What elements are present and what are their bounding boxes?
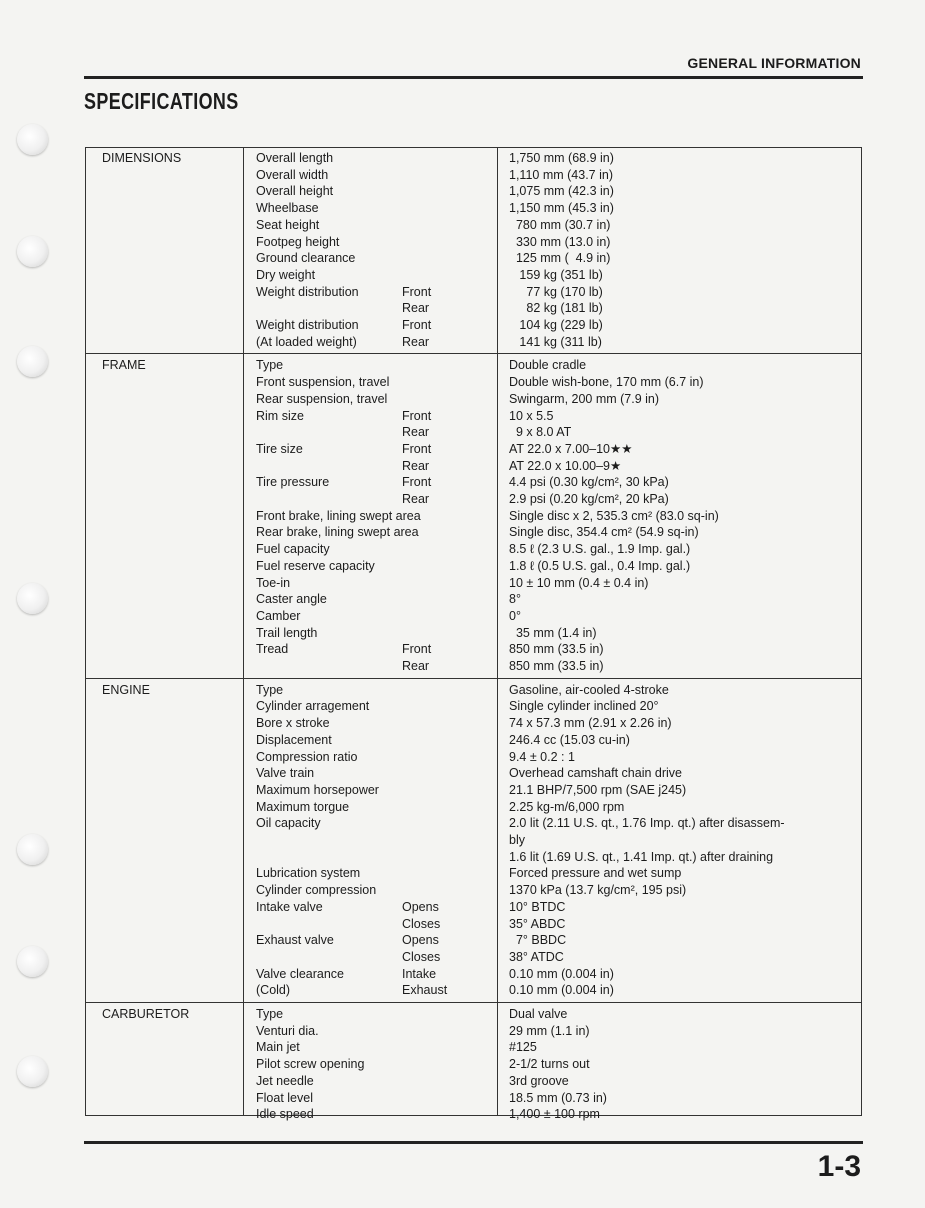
spec-value: 780 mm (30.7 in)	[509, 217, 611, 232]
spec-value: 330 mm (13.0 in)	[509, 234, 611, 249]
spec-value: Single disc, 354.4 cm² (54.9 sq-in)	[509, 525, 699, 540]
spec-value: 1,150 mm (45.3 in)	[509, 201, 614, 216]
column-divider	[243, 148, 244, 1115]
spec-item: Overall height	[256, 184, 334, 199]
spec-subitem: Opens	[402, 899, 439, 914]
spec-item: (At loaded weight)	[256, 334, 357, 349]
spec-value: 10 ± 10 mm (0.4 ± 0.4 in)	[509, 575, 649, 590]
spec-value: Gasoline, air-cooled 4-stroke	[509, 682, 669, 697]
spec-item: Toe-in	[256, 575, 291, 590]
spec-item: Seat height	[256, 217, 320, 232]
spec-item: Venturi dia.	[256, 1023, 319, 1038]
spec-subitem: Front	[402, 441, 432, 456]
spec-subitem: Exhaust	[402, 983, 448, 998]
spec-value: 141 kg (311 lb)	[509, 334, 602, 349]
spec-value: bly	[509, 833, 525, 847]
bottom-rule	[84, 1141, 863, 1144]
section-name: FRAME	[102, 358, 146, 373]
section-divider	[86, 1002, 861, 1003]
spec-value: Double wish-bone, 170 mm (6.7 in)	[509, 375, 704, 390]
spec-value: 9.4 ± 0.2 : 1	[509, 749, 575, 764]
spec-item: Rear brake, lining swept area	[256, 525, 419, 540]
spec-item: Displacement	[256, 732, 332, 747]
spec-value: 18.5 mm (0.73 in)	[509, 1090, 607, 1105]
spec-subitem: Closes	[402, 949, 441, 964]
spec-value: AT 22.0 x 10.00–9★	[509, 458, 622, 473]
spec-item: Overall width	[256, 167, 329, 182]
spec-item: Valve clearance	[256, 966, 345, 981]
spec-value: 2.25 kg-m/6,000 rpm	[509, 799, 625, 814]
spec-item: Maximum horsepower	[256, 782, 379, 797]
spec-subitem: Front	[402, 642, 432, 657]
spec-value: 10 x 5.5	[509, 408, 554, 423]
spec-value: 850 mm (33.5 in)	[509, 659, 604, 673]
spec-item: Exhaust valve	[256, 933, 334, 948]
spec-value: 35° ABDC	[509, 916, 566, 931]
spec-value: Double cradle	[509, 358, 587, 373]
binder-hole	[17, 124, 48, 155]
spec-item: Main jet	[256, 1040, 300, 1055]
spec-value: 0°	[509, 608, 521, 623]
spec-value: 4.4 psi (0.30 kg/cm², 30 kPa)	[509, 475, 669, 490]
spec-value: 29 mm (1.1 in)	[509, 1023, 590, 1038]
spec-value: 1.6 lit (1.69 U.S. qt., 1.41 Imp. qt.) after draining	[509, 849, 774, 864]
spec-item: Cylinder arragement	[256, 699, 370, 714]
section-divider	[86, 353, 861, 354]
spec-value: 1,075 mm (42.3 in)	[509, 184, 614, 199]
section-header: GENERAL INFORMATION	[687, 55, 861, 71]
binder-hole	[17, 236, 48, 267]
spec-value: 1,750 mm (68.9 in)	[509, 151, 614, 165]
spec-item: Float level	[256, 1090, 313, 1105]
section-name: ENGINE	[102, 682, 150, 697]
spec-value: Single disc x 2, 535.3 cm² (83.0 sq-in)	[509, 508, 719, 523]
spec-item: (Cold)	[256, 983, 291, 998]
spec-subitem: Rear	[402, 425, 430, 440]
binder-hole	[17, 346, 48, 377]
spec-value: 1.8 ℓ (0.5 U.S. gal., 0.4 Imp. gal.)	[509, 558, 691, 573]
spec-item: Lubrication system	[256, 866, 361, 881]
spec-value: 2-1/2 turns out	[509, 1057, 590, 1072]
spec-subitem: Front	[402, 318, 432, 332]
spec-value: 2.0 lit (2.11 U.S. qt., 1.76 Imp. qt.) after disassem-	[509, 816, 785, 831]
spec-item: Caster angle	[256, 592, 327, 607]
spec-subitem: Rear	[402, 334, 430, 349]
spec-item: Overall length	[256, 151, 334, 165]
spec-item: Oil capacity	[256, 816, 321, 831]
spec-item: Cylinder compression	[256, 883, 377, 898]
spec-item: Tire pressure	[256, 475, 330, 490]
spec-value: 82 kg (181 lb)	[509, 301, 603, 316]
spec-item: Tire size	[256, 441, 303, 456]
spec-value: Single cylinder inclined 20°	[509, 699, 659, 714]
spec-item: Camber	[256, 608, 301, 623]
spec-item: Ground clearance	[256, 251, 356, 266]
spec-item: Wheelbase	[256, 201, 319, 216]
spec-item: Pilot screw opening	[256, 1057, 365, 1072]
spec-subitem: Rear	[402, 458, 430, 473]
spec-value: 159 kg (351 lb)	[509, 267, 603, 282]
spec-value: 38° ATDC	[509, 949, 564, 964]
spec-value: 850 mm (33.5 in)	[509, 642, 604, 657]
spec-item: Fuel reserve capacity	[256, 558, 375, 573]
column-divider	[497, 148, 498, 1115]
spec-item: Jet needle	[256, 1073, 314, 1088]
spec-value: 10° BTDC	[509, 899, 566, 914]
spec-subitem: Closes	[402, 916, 441, 931]
spec-value: AT 22.0 x 7.00–10★★	[509, 441, 633, 456]
spec-item: Tread	[256, 642, 289, 657]
spec-item: Type	[256, 1007, 284, 1021]
page-number: 1-3	[817, 1150, 861, 1183]
spec-subitem: Front	[402, 475, 432, 490]
spec-value: Dual valve	[509, 1007, 568, 1021]
spec-value: 8.5 ℓ (2.3 U.S. gal., 1.9 Imp. gal.)	[509, 542, 691, 557]
spec-item: Idle speed	[256, 1107, 314, 1122]
spec-subitem: Intake	[402, 966, 437, 981]
spec-item: Maximum torgue	[256, 799, 350, 814]
page-title: SPECIFICATIONS	[84, 88, 239, 114]
spec-value: 104 kg (229 lb)	[509, 318, 603, 332]
spec-item: Type	[256, 358, 284, 373]
specifications-table	[85, 147, 862, 1122]
spec-item: Trail length	[256, 625, 318, 640]
spec-item: Dry weight	[256, 267, 316, 282]
spec-item: Rear suspension, travel	[256, 391, 388, 406]
spec-subitem: Rear	[402, 659, 430, 673]
spec-value: 8°	[509, 592, 521, 607]
spec-subitem: Rear	[402, 492, 430, 506]
spec-value: 3rd groove	[509, 1073, 569, 1088]
spec-value: 77 kg (170 lb)	[509, 284, 603, 299]
spec-item: Weight distribution	[256, 284, 359, 299]
spec-item: Front suspension, travel	[256, 375, 390, 390]
spec-subitem: Front	[402, 408, 432, 423]
spec-item: Type	[256, 682, 284, 697]
binder-hole	[17, 1056, 48, 1087]
spec-item: Intake valve	[256, 899, 323, 914]
spec-item: Rim size	[256, 408, 304, 423]
binder-hole	[17, 583, 48, 614]
spec-item: Footpeg height	[256, 234, 340, 249]
spec-value: 1,400 ± 100 rpm	[509, 1107, 600, 1122]
spec-item: Bore x stroke	[256, 716, 330, 731]
spec-item: Front brake, lining swept area	[256, 508, 421, 523]
spec-value: #125	[509, 1040, 537, 1055]
spec-subitem: Opens	[402, 933, 439, 948]
spec-item: Compression ratio	[256, 749, 358, 764]
spec-value: Forced pressure and wet sump	[509, 866, 682, 881]
binder-hole	[17, 946, 48, 977]
spec-value: 74 x 57.3 mm (2.91 x 2.26 in)	[509, 716, 672, 731]
spec-value: 35 mm (1.4 in)	[509, 625, 597, 640]
top-rule	[84, 76, 863, 79]
spec-value: 1,110 mm (43.7 in)	[509, 167, 613, 182]
spec-value: 21.1 BHP/7,500 rpm (SAE j245)	[509, 782, 687, 797]
section-name: DIMENSIONS	[102, 151, 182, 165]
spec-item: Valve train	[256, 766, 315, 781]
spec-value: 0.10 mm (0.004 in)	[509, 983, 614, 998]
spec-item: Weight distribution	[256, 318, 359, 332]
spec-value: 0.10 mm (0.004 in)	[509, 966, 614, 981]
spec-subitem: Rear	[402, 301, 430, 316]
spec-item: Fuel capacity	[256, 542, 330, 557]
spec-value: 125 mm ( 4.9 in)	[509, 251, 611, 266]
spec-value: Overhead camshaft chain drive	[509, 766, 683, 781]
spec-value: 7° BBDC	[509, 933, 567, 948]
spec-value: 9 x 8.0 AT	[509, 425, 572, 440]
spec-value: 2.9 psi (0.20 kg/cm², 20 kPa)	[509, 492, 669, 506]
spec-value: 246.4 cc (15.03 cu-in)	[509, 732, 630, 747]
spec-subitem: Front	[402, 284, 432, 299]
spec-value: 1370 kPa (13.7 kg/cm², 195 psi)	[509, 883, 687, 898]
section-name: CARBURETOR	[102, 1007, 190, 1021]
section-divider	[86, 678, 861, 679]
binder-hole	[17, 834, 48, 865]
spec-value: Swingarm, 200 mm (7.9 in)	[509, 391, 660, 406]
